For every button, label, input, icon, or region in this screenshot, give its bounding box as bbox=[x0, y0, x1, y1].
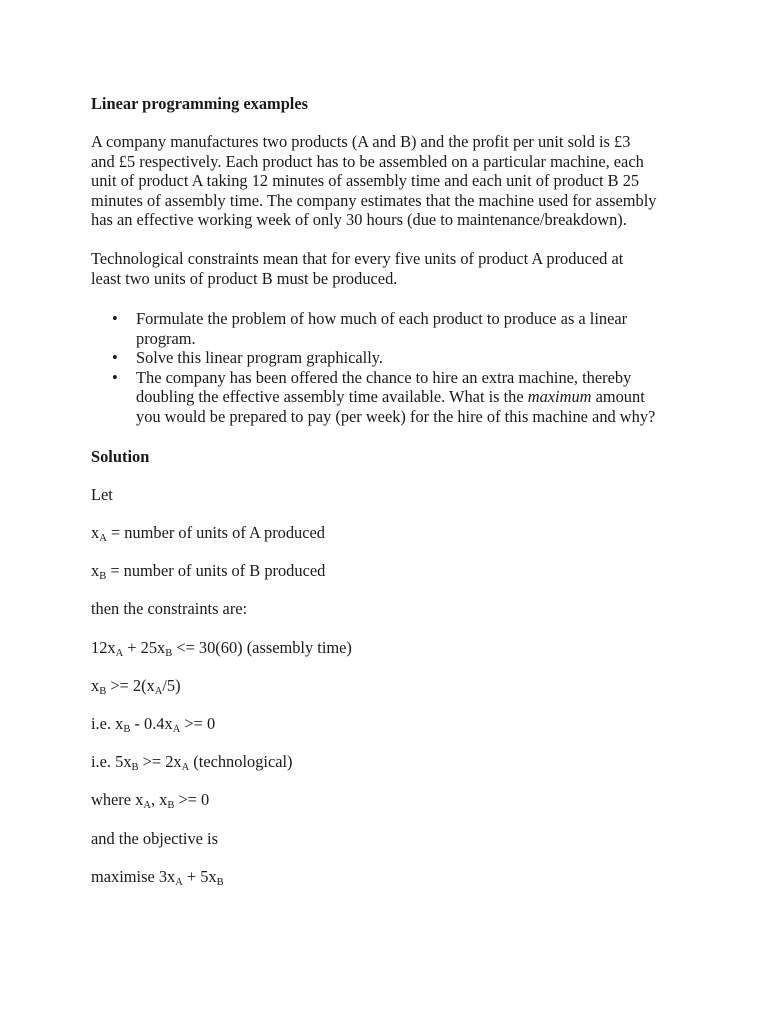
definition-text: = number of units of B produced bbox=[106, 561, 326, 580]
eq-part: i.e. 5x bbox=[91, 752, 132, 771]
eq-part: >= 0 bbox=[180, 714, 216, 733]
subscript-b: B bbox=[99, 571, 107, 582]
task-list bbox=[91, 309, 691, 426]
task-text: you would be prepared to pay (per week) for the hire of this machine and why? bbox=[136, 406, 656, 426]
eq-part: + 25x bbox=[123, 638, 166, 657]
intro-line: unit of product A taking 12 minutes of assembly time and each unit of product B 25 bbox=[91, 171, 640, 190]
variable-definition-a bbox=[91, 523, 325, 543]
subscript-a: A bbox=[99, 533, 107, 544]
var-x: x bbox=[91, 561, 100, 580]
eq-part: i.e. x bbox=[91, 714, 124, 733]
task-text: The company has been offered the chance to hire an extra machine, thereby bbox=[136, 367, 632, 387]
task-text: program. bbox=[136, 328, 196, 348]
task-text bbox=[136, 387, 691, 407]
subscript-b: B bbox=[167, 800, 175, 811]
subscript-b: B bbox=[131, 762, 139, 773]
subscript-b: B bbox=[165, 648, 173, 659]
bullet-icon: • bbox=[112, 348, 118, 367]
non-negativity-constraint bbox=[91, 790, 209, 810]
var-x: x bbox=[91, 676, 100, 695]
eq-part: , x bbox=[150, 790, 168, 809]
assembly-constraint bbox=[91, 638, 352, 658]
intro-line: has an effective working week of only 30 hours (due to maintenance/breakdown). bbox=[91, 210, 627, 229]
task-text-part: doubling the effective assembly time available. What is the bbox=[136, 387, 528, 406]
intro-line: minutes of assembly time. The company estimates that the machine used for assembly bbox=[91, 190, 657, 210]
emphasis-maximum: maximum bbox=[527, 387, 592, 406]
technological-line: Technological constraints mean that for every five units of product A produced at bbox=[91, 249, 624, 268]
subscript-a: A bbox=[172, 724, 181, 735]
let-text: Let bbox=[91, 485, 113, 504]
definition-text: = number of units of A produced bbox=[106, 523, 325, 542]
subscript-a: A bbox=[175, 877, 183, 888]
subscript-a: A bbox=[154, 686, 163, 697]
technological-line: least two units of product B must be produced. bbox=[91, 268, 398, 288]
subscript-a: A bbox=[181, 762, 190, 773]
technological-constraint-integer bbox=[91, 752, 293, 772]
constraints-intro: then the constraints are: bbox=[91, 599, 248, 618]
task-list-item bbox=[91, 368, 691, 427]
bullet-icon: • bbox=[112, 309, 118, 328]
subscript-a: A bbox=[143, 800, 151, 811]
task-text: Solve this linear program graphically. bbox=[136, 348, 384, 367]
eq-part: (technological) bbox=[189, 752, 293, 771]
var-x: x bbox=[91, 523, 100, 542]
subscript-b: B bbox=[216, 877, 224, 888]
eq-part: maximise 3x bbox=[91, 867, 176, 886]
subscript-a: A bbox=[115, 648, 124, 659]
bullet-icon: • bbox=[112, 367, 118, 387]
intro-line: and £5 respectively. Each product has to be assembled on a particular machine, each bbox=[91, 151, 644, 171]
objective-function bbox=[91, 867, 224, 887]
eq-part: - 0.4x bbox=[130, 714, 173, 733]
task-text: Formulate the problem of how much of each product to produce as a linear bbox=[136, 309, 628, 328]
technological-constraint bbox=[91, 676, 181, 696]
technological-constraint-rearranged bbox=[91, 714, 215, 734]
eq-part: 12x bbox=[91, 638, 116, 657]
task-list-item bbox=[91, 309, 691, 348]
variable-definition-b bbox=[91, 561, 325, 581]
objective-intro: and the objective is bbox=[91, 829, 218, 848]
task-list-item bbox=[91, 348, 691, 368]
eq-part: >= 2(x bbox=[106, 676, 155, 695]
subscript-b: B bbox=[123, 724, 131, 735]
eq-part: /5) bbox=[162, 676, 181, 695]
eq-part: >= 0 bbox=[174, 790, 210, 809]
eq-part: >= 2x bbox=[138, 752, 182, 771]
task-text-part: amount bbox=[591, 387, 645, 406]
eq-part: + 5x bbox=[182, 867, 217, 886]
document-title: Linear programming examples bbox=[91, 94, 309, 113]
eq-part: <= 30(60) (assembly time) bbox=[172, 638, 352, 657]
intro-line: A company manufactures two products (A and B) and the profit per unit sold is £3 bbox=[91, 132, 631, 151]
technological-paragraph bbox=[91, 249, 691, 288]
intro-paragraph bbox=[91, 132, 691, 230]
eq-part: where x bbox=[91, 790, 144, 809]
solution-heading: Solution bbox=[91, 447, 150, 466]
subscript-b: B bbox=[99, 686, 107, 697]
